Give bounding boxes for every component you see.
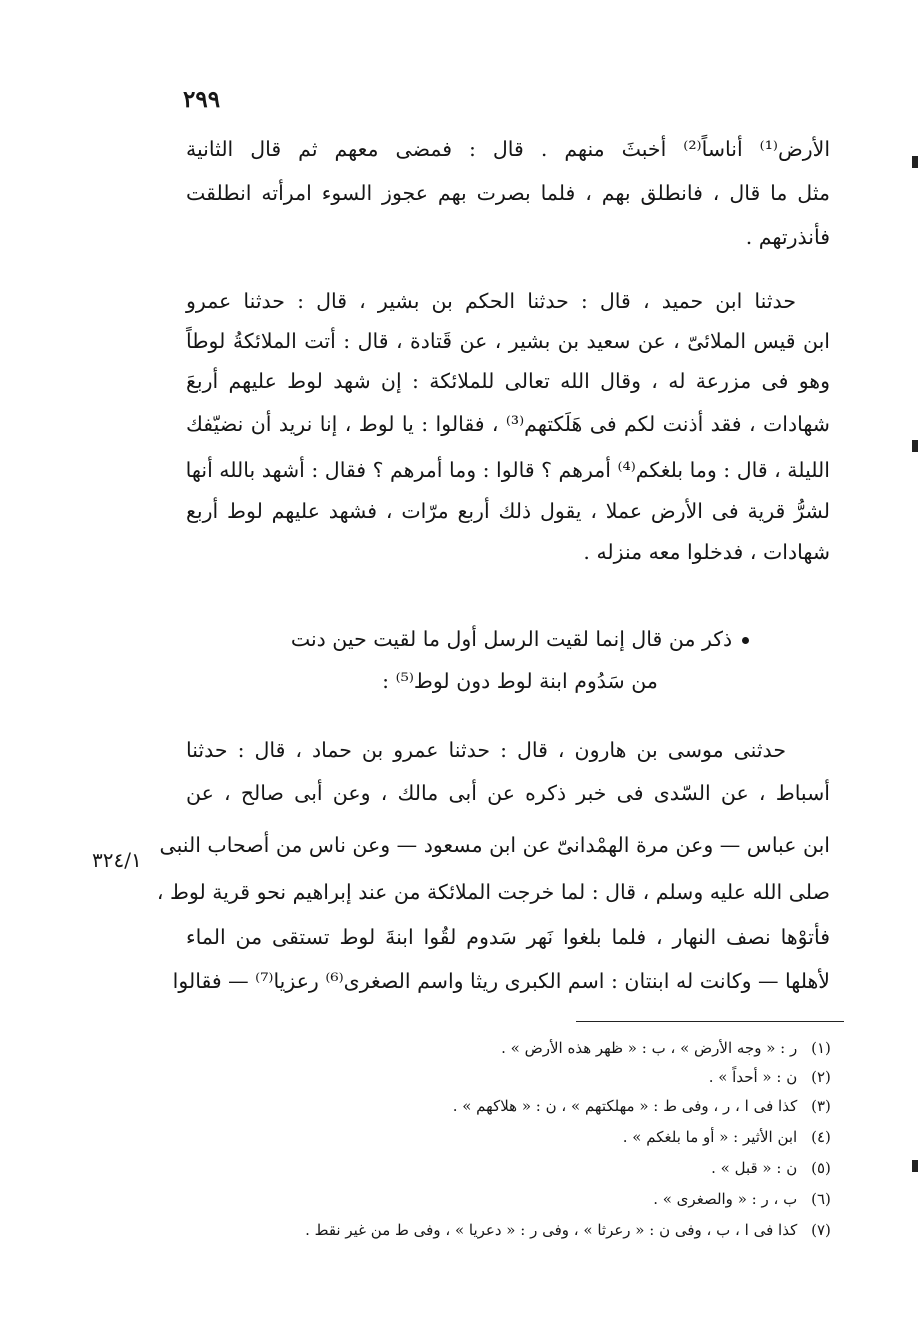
footnote-number: (٦): [811, 1190, 831, 1208]
footnote-text: ن : « قبل » .: [711, 1159, 798, 1177]
footnote-text: كذا فى ا ، ب ، وفى ن : « رعرثا » ، وفى ر : « دعريا » ، وفى ط من غير نقط .: [305, 1221, 798, 1239]
text-line: لأهلها — وكانت له ابنتان : اسم الكبرى ريثا واسم الصغرى⁽⁶⁾ رعزيا⁽⁷⁾ — فقالوا: [172, 969, 830, 993]
footnote: [220, 1067, 840, 1087]
text-line: حدثنى موسى بن هارون ، قال : حدثنا عمرو بن حماد ، قال : حدثنا: [186, 738, 786, 762]
margin-mark-top: [912, 156, 918, 168]
heading-line: [240, 620, 800, 658]
footnote-text: ب ، ر : « والصغرى » .: [653, 1190, 798, 1208]
margin-reference: ٣٢٤/١: [92, 848, 142, 872]
footnote-number: (٢): [811, 1068, 831, 1086]
margin-mark-bottom: [912, 1160, 918, 1172]
footnote: [220, 1220, 840, 1240]
text-line: حدثنا ابن حميد ، قال : حدثنا الحكم بن بشير ، قال : حدثنا عمرو: [186, 289, 796, 313]
footnote-separator: [576, 1021, 844, 1022]
margin-mark-middle: [912, 440, 918, 452]
text-line: الأرض⁽¹⁾ أناساً⁽²⁾ أخبثَ منهم . قال : فمضى معهم ثم قال الثانية: [186, 137, 831, 161]
page-number: ٢٩٩: [183, 86, 221, 113]
text-line: الليلة ، قال : وما بلغكم⁽⁴⁾ أمرهم ؟ قالوا : وما أمرهم ؟ فقال : أشهد بالله أنها: [185, 458, 830, 482]
text-line: فأنذرتهم .: [745, 225, 830, 249]
footnote: [220, 1096, 840, 1116]
text-line: ابن عباس — وعن مرة الهمْدانىّ عن ابن مسعود — وعن ناس من أصحاب النبى: [159, 833, 830, 857]
footnote: [220, 1038, 840, 1058]
text-line: فأتوْها نصف النهار ، فلما بلغوا نَهر سَدوم لقُوا ابنةَ لوط تستقى من الماء: [186, 925, 830, 949]
footnote: [220, 1158, 840, 1178]
footnote-number: (٤): [811, 1128, 831, 1146]
footnote-text: ابن الأثير : « أو ما بلغكم » .: [622, 1128, 798, 1146]
footnote-number: (٣): [811, 1097, 831, 1115]
footnote-text: ر : « وجه الأرض » ، ب : « ظهر هذه الأرض » .: [501, 1039, 798, 1057]
footnote-number: (٧): [811, 1221, 831, 1239]
footnote: [220, 1189, 840, 1209]
text-line: شهادات ، فدخلوا معه منزله .: [583, 540, 830, 564]
text-line: أسباط ، عن السّدى فى خبر ذكره عن أبى مالك ، وعن أبى صالح ، عن: [186, 781, 830, 805]
footnote-text: ن : « أحداً » .: [708, 1068, 798, 1086]
heading-line: من سَدُوم ابنة لوط دون لوط⁽⁵⁾ :: [382, 669, 658, 693]
text-line: لشرُّ قرية فى الأرض عملا ، يقول ذلك أربع مرّات ، فشهد عليهم لوط أربع: [186, 499, 830, 523]
text-line: شهادات ، فقد أذنت لكم فى هَلَكتهم⁽³⁾ ، فقالوا : يا لوط ، إنا نريد أن نضيّفك: [186, 412, 830, 436]
footnote-text: كذا فى ا ، ر ، وفى ط : « مهلكتهم » ، ن : « هلاكهم » .: [452, 1097, 798, 1115]
text-line: ابن قيس الملائىّ ، عن سعيد بن بشير ، عن قَتادة ، قال : أتت الملائكةُ لوطاً: [186, 329, 830, 353]
text-line: وهو فى مزرعة له ، وقال الله تعالى للملائكة : إن شهد لوط عليهم أربعَ: [186, 369, 830, 393]
heading-text: ذكر من قال إنما لقيت الرسل أول ما لقيت حين دنت: [290, 627, 733, 651]
footnote-number: (٥): [811, 1159, 831, 1177]
footnote: [220, 1127, 840, 1147]
footnote-number: (١): [811, 1039, 831, 1057]
bullet-icon: [742, 637, 749, 644]
text-line: صلى الله عليه وسلم ، قال : لما خرجت الملائكة من عند إبراهيم نحو قرية لوط ،: [156, 880, 830, 904]
text-line: مثل ما قال ، فانطلق بهم ، فلما بصرت بهم عجوز السوء امرأته انطلقت: [186, 181, 830, 205]
